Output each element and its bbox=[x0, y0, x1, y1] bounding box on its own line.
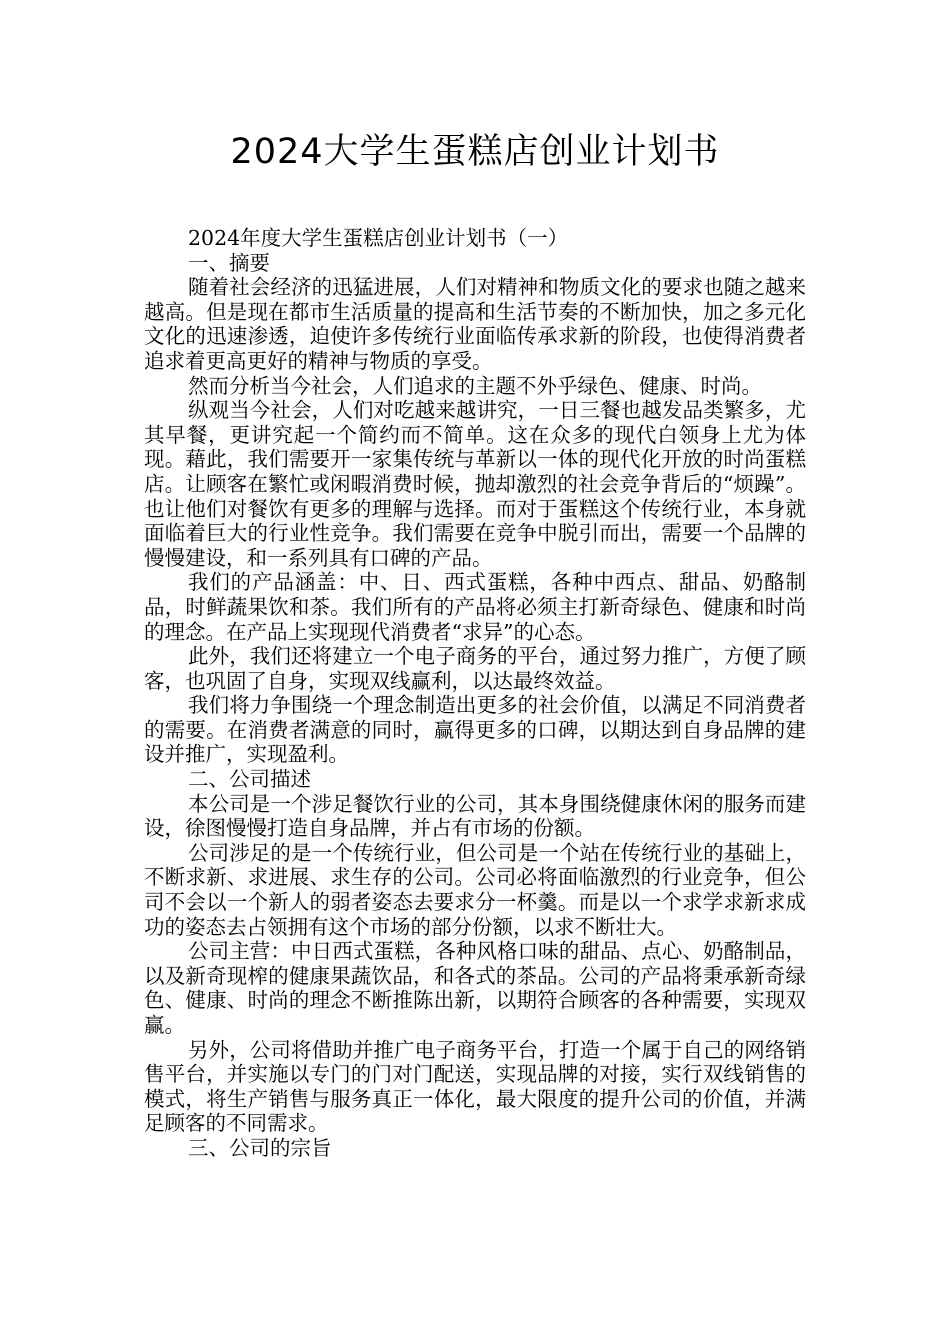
section-heading-company: 二、公司描述 bbox=[188, 767, 311, 792]
body-paragraph: 纵观当今社会，人们对吃越来越讲究，一日三餐也越发品类繁多，尤其早餐，更讲究起一个简约而不简单。这在众多的现代白领身上尤为体现。藉此，我们需要开一家集传统与革新以一体的现代化开放的时尚蛋糕店。让顾客在繁忙或闲暇消费时候，抛却激烈的社会竞争背后的“烦躁”。也让他们对餐饮有更多的理解与选择。而对于蛋糕这个传统行业，本身就面临着巨大的行业性竞争。我们需要在竞争中脱引而出，需要一个品牌的慢慢建设，和一系列具有口碑的产品。 bbox=[144, 398, 806, 570]
body-paragraph: 然而分析当今社会，人们追求的主题不外乎绿色、健康、时尚。 bbox=[188, 373, 762, 398]
subtitle-paragraph: 2024年度大学生蛋糕店创业计划书（一） bbox=[188, 226, 569, 250]
document-title: 2024大学生蛋糕店创业计划书 bbox=[230, 132, 720, 172]
body-paragraph: 此外，我们还将建立一个电子商务的平台，通过努力推广，方便了顾客，也巩固了自身，实现双线赢利，以达最终效益。 bbox=[144, 644, 806, 693]
body-paragraph: 公司涉足的是一个传统行业，但公司是一个站在传统行业的基础上，不断求新、求进展、求生存的公司。公司必将面临激烈的行业竞争，但公司不会以一个新人的弱者姿态去要求分一杯羹。而是以一个求学求新求成功的姿态去占领拥有这个市场的部分份额，以求不断壮大。 bbox=[144, 840, 806, 939]
body-paragraph: 我们的产品涵盖：中、日、西式蛋糕，各种中西点、甜品、奶酪制品，时鲜蔬果饮和茶。我们所有的产品将必须主打新奇绿色、健康和时尚的理念。在产品上实现现代消费者“求异”的心态。 bbox=[144, 570, 806, 644]
body-paragraph: 另外，公司将借助并推广电子商务平台，打造一个属于自己的网络销售平台，并实施以专门的门对门配送，实现品牌的对接，实行双线销售的模式，将生产销售与服务真正一体化，最大限度的提升公司的价值，并满足顾客的不同需求。 bbox=[144, 1037, 806, 1136]
body-paragraph: 随着社会经济的迅猛进展，人们对精神和物质文化的要求也随之越来越高。但是现在都市生活质量的提高和生活节奏的不断加快，加之多元化文化的迅速渗透，迫使许多传统行业面临传承求新的阶段，也使得消费者追求着更高更好的精神与物质的享受。 bbox=[144, 275, 806, 373]
document-body bbox=[144, 226, 806, 1161]
section-heading-summary: 一、摘要 bbox=[188, 250, 270, 275]
body-paragraph: 公司主营：中日西式蛋糕，各种风格口味的甜品、点心、奶酪制品，以及新奇现榨的健康果蔬饮品，和各式的茶品。公司的产品将秉承新奇绿色、健康、时尚的理念不断推陈出新，以期符合顾客的各种需要，实现双赢。 bbox=[144, 939, 806, 1037]
body-paragraph: 本公司是一个涉足餐饮行业的公司，其本身围绕健康休闲的服务而建设，徐图慢慢打造自身品牌，并占有市场的份额。 bbox=[144, 791, 806, 841]
body-paragraph: 我们将力争围绕一个理念制造出更多的社会价值，以满足不同消费者的需要。在消费者满意的同时，赢得更多的口碑，以期达到自身品牌的建设并推广，实现盈利。 bbox=[144, 693, 806, 767]
section-heading-purpose: 三、公司的宗旨 bbox=[188, 1135, 332, 1160]
